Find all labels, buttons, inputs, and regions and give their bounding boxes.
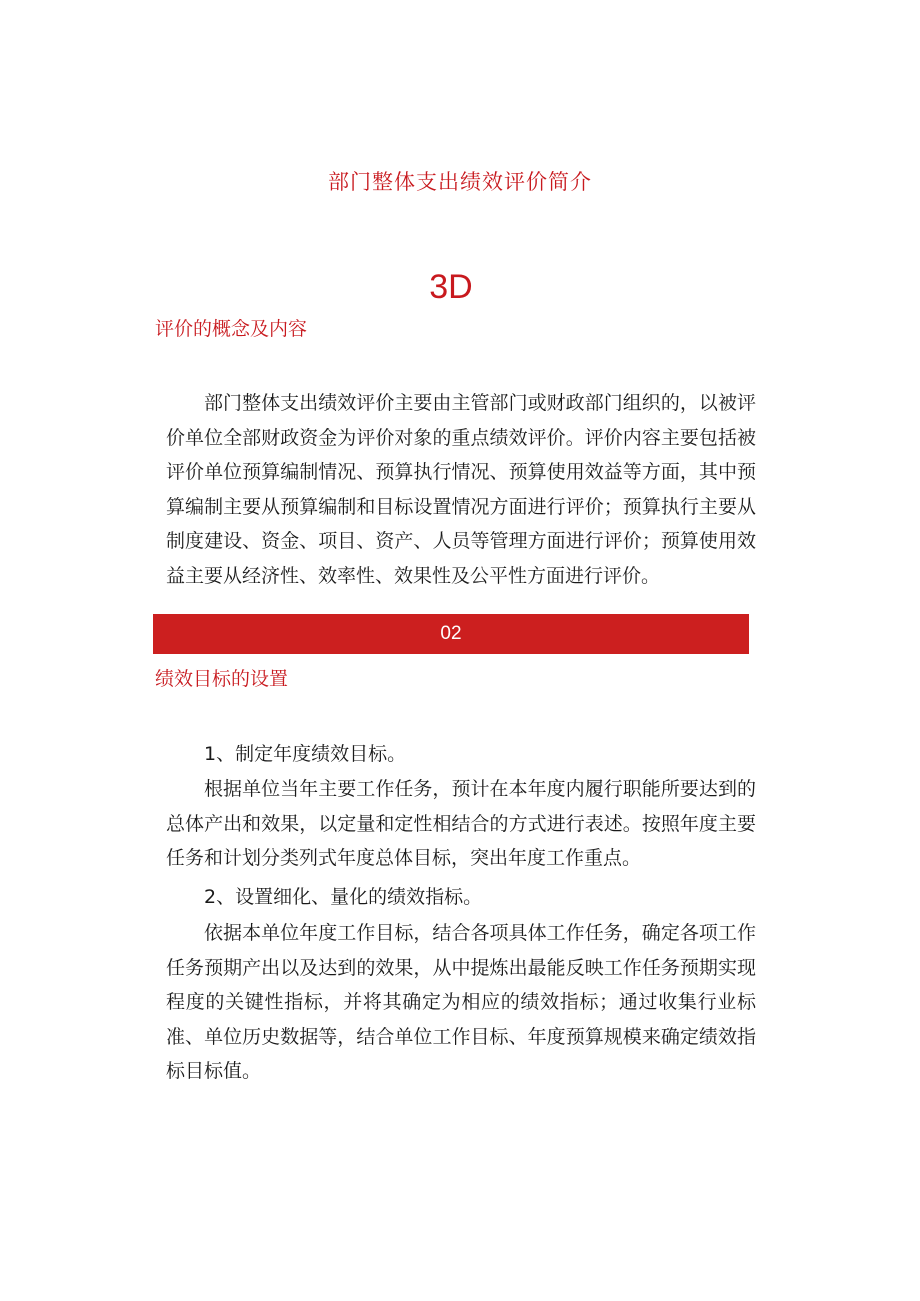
section-1-paragraph: 部门整体支出绩效评价主要由主管部门或财政部门组织的，以被评价单位全部财政资金为评价对象的重点绩效评价。评价内容主要包括被评价单位预算编制情况、预算执行情况、预算使用效益等方面，其中预算编制主要从预算编制和目标设置情况方面进行评价；预算执行主要从制度建设、资金、项目、资产、人员等管理方面进行评价；预算使用效益主要从经济性、效率性、效果性及公平性方面进行评价。 <box>166 392 756 587</box>
document-title: 部门整体支出绩效评价简介 <box>328 170 592 194</box>
item-2-text: 依据本单位年度工作目标，结合各项具体工作任务，确定各项工作任务预期产出以及达到的效果，从中提炼出最能反映工作任务预期实现程度的关键性指标，并将其确定为相应的绩效指标；通过收集行业标准、单位历史数据等，结合单位工作目标、年度预算规模来确定绩效指标目标值。 <box>166 922 756 1082</box>
section-heading-1: 评价的概念及内容 <box>155 318 308 340</box>
item-1-text: 根据单位当年主要工作任务，预计在本年度内履行职能所要达到的总体产出和效果，以定量和定性相结合的方式进行表述。按照年度主要任务和计划分类列式年度总体目标，突出年度工作重点。 <box>166 778 756 869</box>
item-1-title: 1、制定年度绩效目标。 <box>204 743 407 765</box>
section-number-1: 3D <box>429 268 473 306</box>
section-number-bar-2: 02 <box>153 614 749 654</box>
section-heading-2: 绩效目标的设置 <box>155 668 289 690</box>
item-2-title: 2、设置细化、量化的绩效指标。 <box>204 886 483 908</box>
